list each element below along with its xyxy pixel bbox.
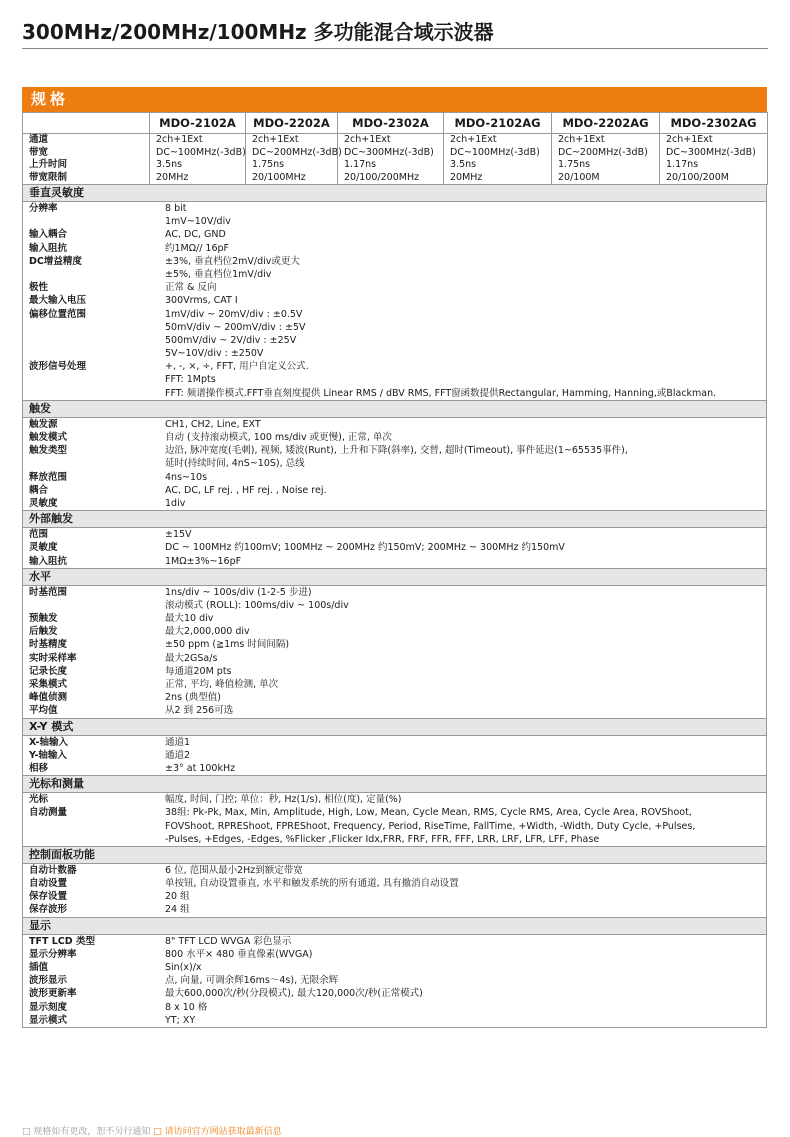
base-labels bbox=[23, 134, 150, 185]
spec-label bbox=[29, 347, 155, 360]
spec-value: 幅度, 时间, 门控; 单位：秒, Hz(1/s), 相位(度), 定量(%) bbox=[165, 794, 402, 806]
spec-value: 2ch+1Ext bbox=[252, 134, 299, 145]
spec-value: 50mV/div ~ 200mV/div : ±5V bbox=[165, 321, 306, 333]
model-name: MDO-2102AG bbox=[444, 113, 552, 134]
spec-value: 通道1 bbox=[165, 736, 191, 748]
spec-value: 38组: Pk-Pk, Max, Min, Amplitude, High, Low, Mean, Cycle Mean, RMS, Cycle RMS, Area, Cycle Area, ROVShoot, bbox=[165, 807, 692, 819]
spec-section bbox=[22, 511, 767, 569]
spec-value: 8" TFT LCD WVGA 彩色显示 bbox=[165, 935, 292, 947]
spec-value: 1.17ns bbox=[344, 159, 377, 170]
spec-value: 4ns~10s bbox=[165, 471, 208, 483]
model-header-blank bbox=[23, 113, 150, 134]
spec-label: 波形信号处理 bbox=[29, 361, 87, 373]
spec-label bbox=[29, 215, 155, 228]
spec-label: 触发类型 bbox=[29, 445, 68, 457]
spec-label: 显示刻度 bbox=[29, 1001, 68, 1013]
spec-value: 延时(持续时间, 4nS~10S), 总线 bbox=[165, 458, 305, 470]
section-title: 触发 bbox=[23, 401, 766, 418]
spec-value: 1mV~10V/div bbox=[165, 216, 231, 228]
spec-section bbox=[22, 847, 767, 918]
spec-value: DC~100MHz(-3dB) bbox=[156, 146, 246, 158]
spec-value: 1MΩ±3%~16pF bbox=[165, 555, 242, 567]
spec-label: 峰值侦测 bbox=[29, 692, 68, 704]
spec-value: 自动 (支持滚动模式, 100 ms/div 或更慢), 正常, 单次 bbox=[165, 432, 392, 443]
spec-section bbox=[22, 918, 767, 1028]
spec-label bbox=[29, 373, 155, 386]
spec-label: 波形更新率 bbox=[29, 988, 77, 1000]
spec-section bbox=[22, 401, 767, 511]
section-title: 水平 bbox=[23, 569, 766, 586]
spec-value: 正常 & 反向 bbox=[165, 282, 217, 294]
spec-label bbox=[29, 334, 155, 347]
spec-label: 输入阻抗 bbox=[29, 555, 68, 567]
spec-value: 20/100/200MHz bbox=[344, 171, 420, 183]
spec-value: 单按钮, 自动设置垂直, 水平和触发系统的所有通道, 具有撤消自动设置 bbox=[165, 878, 459, 890]
spec-section bbox=[22, 569, 767, 719]
spec-value: 6 位, 范围从最小2Hz到额定带宽 bbox=[165, 864, 303, 876]
spec-value: 约1MΩ// 16pF bbox=[165, 242, 230, 254]
spec-label: 耦合 bbox=[29, 484, 49, 496]
model-spec-column bbox=[338, 134, 444, 185]
spec-banner: 规格 bbox=[22, 87, 767, 112]
spec-value: 20 组 bbox=[165, 891, 190, 903]
footer-highlight: □ 请访问官方网站获取最新信息 bbox=[153, 1127, 282, 1137]
model-name: MDO-2302A bbox=[338, 113, 444, 134]
spec-value: DC~100MHz(-3dB) bbox=[450, 146, 540, 158]
spec-value: 2ch+1Ext bbox=[558, 134, 605, 145]
footer-text: □ 规格如有更改，恕不另行通知 bbox=[22, 1127, 151, 1137]
spec-label: 显示分辨率 bbox=[29, 948, 77, 960]
spec-value: 300Vrms, CAT I bbox=[165, 295, 238, 307]
spec-value: ±15V bbox=[165, 529, 192, 541]
spec-label: 预触发 bbox=[29, 613, 58, 625]
spec-label bbox=[29, 833, 155, 846]
spec-value: 2ch+1Ext bbox=[344, 134, 391, 145]
spec-label: 带宽限制 bbox=[29, 171, 68, 183]
spec-label: DC增益精度 bbox=[29, 255, 82, 267]
spec-label: 触发模式 bbox=[29, 432, 68, 443]
spec-label bbox=[29, 387, 155, 400]
spec-value: 20/100/200M bbox=[666, 171, 729, 183]
spec-label bbox=[29, 599, 155, 612]
spec-label: 偏移位置范围 bbox=[29, 308, 87, 320]
spec-label: 实时采样率 bbox=[29, 652, 77, 664]
spec-value: YT; XY bbox=[165, 1014, 196, 1026]
spec-label: 后触发 bbox=[29, 626, 58, 638]
spec-label: 光标 bbox=[29, 794, 49, 806]
spec-value: 边沿, 脉冲宽度(毛刺), 视频, 矮波(Runt), 上升和下降(斜率), 交替, 超时(Timeout), 事件延迟(1~65535事件), bbox=[165, 445, 628, 457]
spec-label: 波形显示 bbox=[29, 975, 68, 987]
spec-label: 分辨率 bbox=[29, 203, 58, 214]
spec-value: 1ns/div ~ 100s/div (1-2-5 步进) bbox=[165, 586, 312, 598]
spec-section bbox=[22, 719, 767, 777]
spec-value: 20MHz bbox=[156, 171, 189, 183]
spec-value: 2ch+1Ext bbox=[666, 134, 713, 145]
model-name: MDO-2202AG bbox=[552, 113, 660, 134]
spec-label: 自动测量 bbox=[29, 807, 68, 819]
section-title: 控制面板功能 bbox=[23, 847, 766, 864]
spec-label: 释放范围 bbox=[29, 471, 68, 483]
spec-value: ±3° at 100kHz bbox=[165, 762, 236, 774]
spec-value: 正常, 平均, 峰值检测, 单次 bbox=[165, 679, 279, 690]
spec-label: TFT LCD 类型 bbox=[29, 935, 95, 947]
model-spec-column bbox=[150, 134, 246, 185]
spec-label: 时基精度 bbox=[29, 639, 68, 651]
spec-value: 8 bit bbox=[165, 203, 187, 214]
spec-value: 通道2 bbox=[165, 749, 191, 761]
spec-value: 3.5ns bbox=[156, 159, 183, 170]
spec-label bbox=[29, 457, 155, 470]
spec-label: 采集模式 bbox=[29, 679, 68, 690]
spec-label bbox=[29, 820, 155, 833]
spec-value: FOVShoot, RPREShoot, FPREShoot, Frequency, Period, RiseTime, FallTime, +Width, -Width, Duty Cycle, +Pulses, bbox=[165, 820, 696, 832]
spec-value: 20/100M bbox=[558, 171, 600, 183]
spec-value: 2ch+1Ext bbox=[156, 134, 203, 145]
spec-value: 从2 到 256可选 bbox=[165, 705, 234, 717]
model-spec-column bbox=[444, 134, 552, 185]
spec-value: 1.75ns bbox=[558, 159, 591, 170]
spec-label: 通道 bbox=[29, 134, 49, 145]
model-header-table bbox=[22, 112, 768, 134]
spec-label: 带宽 bbox=[29, 146, 49, 158]
spec-label bbox=[29, 321, 155, 334]
spec-label: X-轴输入 bbox=[29, 736, 68, 748]
spec-value: AC, DC, LF rej. , HF rej. , Noise rej. bbox=[165, 484, 327, 496]
spec-value: 每通道20M pts bbox=[165, 665, 232, 677]
spec-label: 输入耦合 bbox=[29, 229, 68, 241]
section-title: 外部触发 bbox=[23, 511, 766, 528]
model-spec-column bbox=[552, 134, 660, 185]
spec-sheet bbox=[22, 87, 767, 1028]
model-name: MDO-2302AG bbox=[660, 113, 768, 134]
spec-value: 3.5ns bbox=[450, 159, 477, 170]
section-title: 显示 bbox=[23, 918, 766, 935]
spec-label: 插值 bbox=[29, 962, 49, 973]
model-name: MDO-2102A bbox=[150, 113, 246, 134]
spec-value: FFT: 频谱操作模式.FFT垂直刻度提供 Linear RMS / dBV RMS, FFT窗函数提供Rectangular, Hamming, Hanning,或Blackman. bbox=[165, 387, 717, 399]
spec-value: +, -, ×, ÷, FFT, 用户自定义公式. bbox=[165, 361, 309, 373]
spec-value: ±5%, 垂直档位1mV/div bbox=[165, 268, 272, 280]
spec-value: -Pulses, +Edges, -Edges, %Flicker ,Flicker Idx,FRR, FRF, FFR, FFF, LRR, LRF, LFR, LFF, Phase bbox=[165, 833, 600, 845]
spec-value: 500mV/div ~ 2V/div : ±25V bbox=[165, 334, 297, 346]
spec-value: 1.75ns bbox=[252, 159, 285, 170]
spec-value: 800 水平× 480 垂直像素(WVGA) bbox=[165, 948, 313, 960]
model-spec-column bbox=[660, 134, 768, 185]
spec-label: Y-轴输入 bbox=[29, 749, 67, 761]
spec-label: 灵敏度 bbox=[29, 497, 58, 509]
spec-label: 最大输入电压 bbox=[29, 295, 87, 307]
spec-value: 8 x 10 格 bbox=[165, 1001, 208, 1013]
spec-value: 滚动模式 (ROLL): 100ms/div ~ 100s/div bbox=[165, 599, 349, 611]
spec-value: 1.17ns bbox=[666, 159, 699, 170]
spec-value: DC~300MHz(-3dB) bbox=[666, 146, 756, 158]
spec-label: 范围 bbox=[29, 529, 49, 541]
model-name: MDO-2202A bbox=[246, 113, 338, 134]
spec-value: 2ch+1Ext bbox=[450, 134, 497, 145]
spec-section bbox=[22, 185, 767, 401]
spec-label: 平均值 bbox=[29, 705, 58, 717]
spec-label: 灵敏度 bbox=[29, 542, 58, 554]
footer-note bbox=[22, 1124, 282, 1137]
section-title: 光标和测量 bbox=[23, 776, 766, 793]
spec-value: DC~200MHz(-3dB) bbox=[558, 146, 648, 158]
spec-label: 上升时间 bbox=[29, 159, 68, 170]
spec-value: ±50 ppm (≧1ms 时间间隔) bbox=[165, 639, 290, 651]
spec-section bbox=[22, 776, 767, 847]
spec-value: 20MHz bbox=[450, 171, 483, 183]
section-title: X-Y 模式 bbox=[23, 719, 766, 736]
spec-value: 24 组 bbox=[165, 904, 190, 916]
spec-label: 保存设置 bbox=[29, 891, 68, 903]
spec-value: 5V~10V/div : ±250V bbox=[165, 348, 264, 360]
page-title: 300MHz/200MHz/100MHz 多功能混合域示波器 bbox=[22, 20, 494, 44]
base-spec-table bbox=[22, 134, 768, 185]
spec-value: CH1, CH2, Line, EXT bbox=[165, 418, 261, 430]
model-spec-column bbox=[246, 134, 342, 185]
spec-value: 最大2GSa/s bbox=[165, 652, 218, 664]
spec-label: 保存波形 bbox=[29, 904, 68, 916]
spec-value: AC, DC, GND bbox=[165, 229, 226, 241]
title-divider bbox=[22, 48, 768, 49]
spec-label: 显示模式 bbox=[29, 1014, 68, 1026]
spec-value: 2ns (典型值) bbox=[165, 692, 221, 704]
spec-value: DC~300MHz(-3dB) bbox=[344, 146, 434, 158]
spec-label bbox=[29, 268, 155, 281]
spec-label: 极性 bbox=[29, 282, 49, 294]
spec-value: 1mV/div ~ 20mV/div : ±0.5V bbox=[165, 308, 303, 320]
spec-value: 20/100MHz bbox=[252, 171, 306, 183]
spec-value: ±3%, 垂直档位2mV/div或更大 bbox=[165, 255, 300, 267]
spec-label: 触发源 bbox=[29, 418, 58, 430]
spec-value: 最大600,000次/秒(分段模式), 最大120,000次/秒(正常模式) bbox=[165, 988, 423, 1000]
spec-label: 记录长度 bbox=[29, 665, 68, 677]
spec-value: DC ~ 100MHz 约100mV; 100MHz ~ 200MHz 约150mV; 200MHz ~ 300MHz 约150mV bbox=[165, 542, 565, 554]
spec-value: 1div bbox=[165, 497, 186, 509]
spec-value: 最大2,000,000 div bbox=[165, 626, 250, 638]
spec-value: Sin(x)/x bbox=[165, 962, 202, 973]
spec-label: 自动计数器 bbox=[29, 864, 77, 876]
spec-label: 相移 bbox=[29, 762, 49, 774]
section-title: 垂直灵敏度 bbox=[23, 185, 766, 202]
spec-label: 时基范围 bbox=[29, 586, 68, 598]
spec-value: FFT: 1Mpts bbox=[165, 374, 216, 386]
spec-label: 输入阻抗 bbox=[29, 242, 68, 254]
spec-label: 自动设置 bbox=[29, 878, 68, 890]
spec-value: DC~200MHz(-3dB) bbox=[252, 146, 342, 158]
spec-value: 最大10 div bbox=[165, 613, 214, 625]
spec-value: 点, 向量, 可调余辉16ms～4s), 无限余辉 bbox=[165, 975, 339, 987]
